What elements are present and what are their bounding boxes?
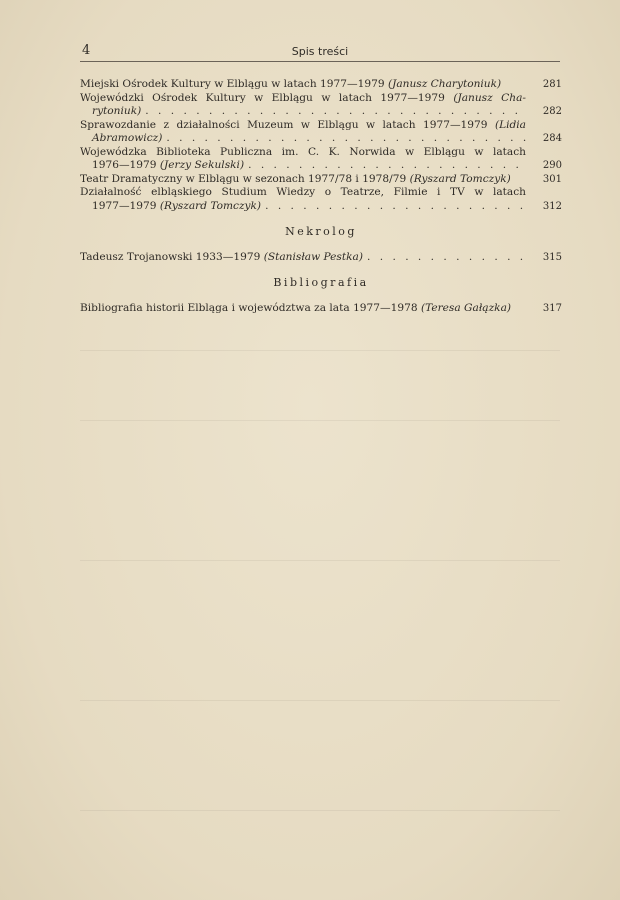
- toc-entry-line: [80, 78, 526, 92]
- page-header: [80, 43, 560, 62]
- toc-entry-author: (Ryszard Tomczyk): [409, 172, 511, 185]
- toc-entry-page: 312: [542, 200, 562, 212]
- toc-entry: [80, 251, 562, 265]
- toc-entry-line: [80, 159, 526, 173]
- toc-entry-title: Tadeusz Trojanowski 1933—1979: [80, 250, 261, 263]
- bleed-through: [80, 700, 560, 701]
- page-number: 4: [82, 43, 91, 58]
- toc-entry-author: (Jerzy Sekulski): [159, 159, 245, 171]
- toc-entry-author: (Ryszard Tomczyk): [159, 199, 262, 212]
- toc-entry-line: [80, 92, 526, 106]
- toc-entry-page: 315: [542, 251, 562, 263]
- leader-dots: [166, 132, 526, 146]
- bleed-through: [80, 350, 560, 351]
- toc-entry-line: [80, 186, 526, 200]
- toc-entry-line: [80, 200, 526, 214]
- toc-entry-title: Wojewódzki Ośrodek Kultury w Elblągu w latach 1977—1979: [80, 91, 445, 104]
- toc-entry-title: Działalność elbląskiego Studium Wiedzy o Teatrze, Filmie i TV w latach: [80, 186, 526, 198]
- table-of-contents: [80, 78, 562, 315]
- toc-entry-page: 290: [542, 160, 562, 171]
- toc-entry-author: (Janusz Charytoniuk): [387, 78, 502, 90]
- toc-entry-line: [80, 302, 526, 316]
- toc-entry-author: (Janusz Cha-: [453, 91, 526, 104]
- section-heading-nekrolog: Nekrolog: [285, 225, 357, 238]
- toc-entry: [80, 78, 562, 92]
- toc-entry-page: 281: [542, 79, 562, 90]
- toc-entry: [80, 92, 562, 119]
- toc-entry-page: 282: [542, 106, 562, 117]
- toc-entry-title: Miejski Ośrodek Kultury w Elblągu w latach 1977—1979: [80, 78, 385, 90]
- toc-entry-line: [80, 105, 526, 119]
- leader-dots: [367, 251, 526, 265]
- bleed-through: [80, 560, 560, 561]
- toc-entry-line: [80, 119, 526, 133]
- leader-dots: [265, 200, 526, 214]
- toc-entry-line: [80, 146, 526, 160]
- toc-entry-line: [80, 173, 526, 187]
- toc-entry-author: (Teresa Gałązka): [420, 301, 512, 314]
- toc-entry-title: Teatr Dramatyczny w Elblągu w sezonach 1977/78 i 1978/79: [80, 172, 407, 185]
- toc-entry: [80, 146, 562, 173]
- toc-entry: [80, 173, 562, 187]
- toc-entry-title-cont: 1977—1979: [92, 199, 157, 212]
- toc-entry-line: [80, 251, 526, 265]
- leader-dots: [145, 105, 526, 119]
- toc-entry-author: rytoniuk): [92, 105, 142, 117]
- bleed-through: [80, 420, 560, 421]
- toc-entry-author: Abramowicz): [92, 132, 163, 144]
- leader-dots: [248, 159, 526, 173]
- toc-group: [80, 78, 562, 213]
- toc-entry-page: 301: [542, 173, 562, 185]
- running-title: Spis treści: [291, 45, 349, 58]
- toc-entry-author: (Lidia: [494, 118, 526, 131]
- section-heading-bibliografia: Bibliografia: [273, 276, 369, 289]
- toc-entry: [80, 119, 562, 146]
- toc-entry-page: 284: [542, 133, 562, 144]
- toc-entry-page: 317: [542, 302, 562, 314]
- toc-entry-title: Bibliografia historii Elbląga i województwa za lata 1977—1978: [80, 301, 418, 314]
- toc-entry-author: (Stanisław Pestka): [263, 250, 363, 263]
- toc-entry-line: [80, 132, 526, 146]
- bleed-through: [80, 810, 560, 811]
- toc-entry-title: Wojewódzka Biblioteka Publiczna im. C. K. Norwida w Elblągu w latach: [80, 145, 526, 158]
- toc-entry: [80, 302, 562, 316]
- toc-entry-title-cont: 1976—1979: [92, 159, 157, 171]
- toc-entry: [80, 186, 562, 213]
- toc-entry-title: Sprawozdanie z działalności Muzeum w Elblągu w latach 1977—1979: [80, 118, 488, 131]
